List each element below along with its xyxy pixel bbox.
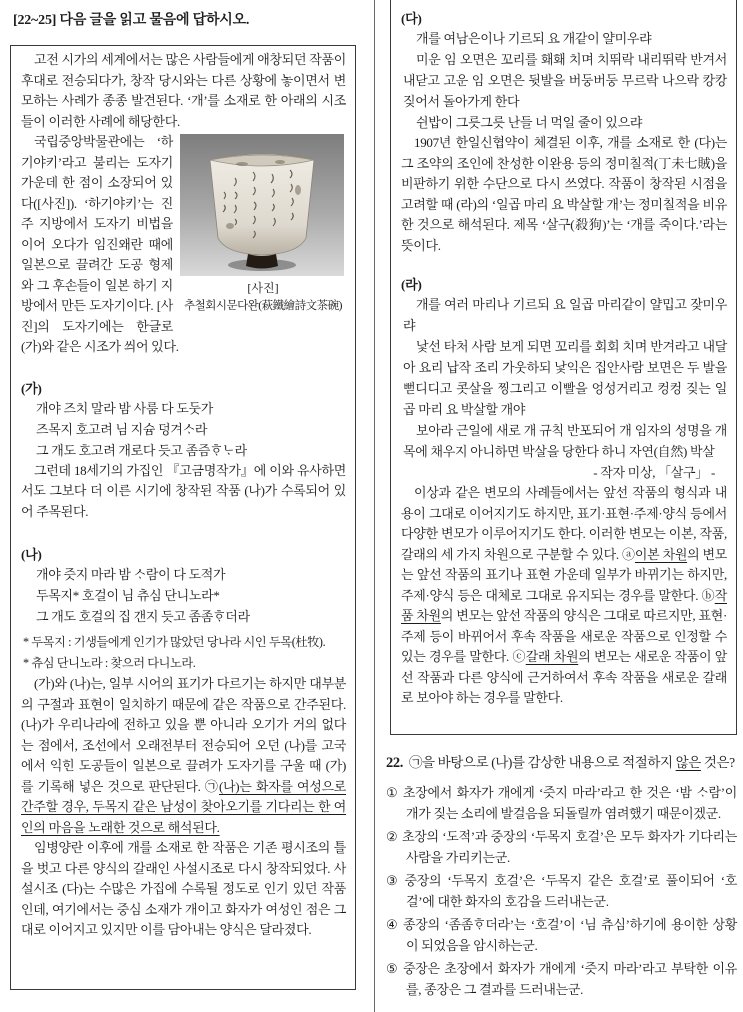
poem-line: 개를 여남은이나 기르되 요 개같이 얄미우랴 xyxy=(416,31,652,46)
circled-mark-a: ⓐ xyxy=(622,546,635,562)
question-22 xyxy=(386,752,737,1000)
poem-line: 낯선 타처 사람 보게 되면 꼬리를 회회 치며 반겨라고 내달아 요리 납작 조리 가웃하되 낯익은 집안사람 보면은 두 발을 뻗디디고 콧살을 찡그리고 이빨을 엉성거리고 컹컹 짖는 일곱 마리 요 박살할 개야 xyxy=(403,339,727,417)
photo-caption-title: 추철회시문다완(萩鐵繪詩文茶碗) xyxy=(184,300,342,312)
bowl-foot xyxy=(246,254,278,269)
circled-mark-giyeok: ㉠ xyxy=(204,778,219,794)
poem-line: 보아라 근일에 새로 개 규칙 반포되어 개 임자의 성명을 개 목에 채우지 아니하면 박살을 당한다 하니 자연(自然) 박살 xyxy=(403,423,727,459)
choice-4 xyxy=(386,915,737,956)
choice-4-number: ④ xyxy=(386,917,400,932)
term-gallae-chawon: 갈래 차원 xyxy=(525,649,579,664)
passage-box-right xyxy=(390,0,737,735)
footnote: * 츄심 단니노라 : 찾으러 다니노라. xyxy=(23,656,196,670)
passage-paragraph-4 xyxy=(21,674,346,838)
choice-list xyxy=(386,783,737,1000)
poem-line: 그 개도 호고려 개로다 듯고 좀즘ᄒᆞᄂᆞ라 xyxy=(36,442,247,458)
choice-3 xyxy=(386,871,737,912)
poem-line: 즈목지 호고려 님 지슘 덩겨ᄉᆞ라 xyxy=(36,421,208,437)
passage-paragraph-2: 국립중앙박물관에는 ‘하기야키’라고 불리는 도자기 가운데 한 점이 소장되어 있다([사진]). ‘하기야키’는 진주 지방에서 도자기 비법을 이어 오다가 임진왜란 때에 일본으로 끌려간 도공 형제와 그 후손들이 일본 하기 지방에서 만든 도자기이다. [사진]의 도자기에는 한글로 (가)와 같은 시조가 씌어 있다. xyxy=(21,134,179,354)
choice-4-text: 종장의 ‘좀좀ᄒᆞ더라’는 ‘호걸’이 ‘님 츄심’하기에 용이한 상황이 되었음을 암시하는군. xyxy=(403,917,737,953)
paragraph-7-s1: 이상과 같은 변모의 사례들에서는 앞선 작품의 형식과 내용이 그대로 이어지기도 하지만, 표기·표현·주제·양식 등에서 다양한 변모가 이루어지기도 한다. 이러한 변모는 이본, 작품, 갈래의 세 가지 차원으로 구분할 수 있다. xyxy=(401,485,727,562)
paragraph-7-s4: 의 변모는 새로운 작품이 앞선 작품과 다른 양식에 근거하여서 후속 작품을 새로운 갈래로 보아야 하는 경우를 말한다. xyxy=(401,649,727,705)
bowl-body xyxy=(210,154,314,255)
passage-paragraph-5: 임병양란 이후에 개를 소재로 한 작품은 기존 평시조의 틀을 벗고 다른 양식의 갈래인 사설시조로 다시 창작되었다. 사설시조 (다)는 수많은 가집에 수록될 정도로 인기 있던 작품인데, 여기에서는 중심 소재가 개이고 화자가 여성인 점은 그대로 이어지고 있지만 이를 담아내는 양식은 달라졌다. xyxy=(21,840,346,937)
term-jakpum-chawon: 작품 차원 xyxy=(401,587,727,623)
choice-1-text: 초장에서 화자가 개에게 ‘즛지 마라’라고 한 것은 ‘밤 ᄉᆞ람’이 개가 짖는 소리에 발걸음을 되돌릴까 염려했기 때문이겠군. xyxy=(402,785,738,821)
choice-1 xyxy=(386,783,737,824)
poem-line: 쉰밥이 그릇그릇 난들 너 먹일 줄이 있으랴 xyxy=(416,115,643,130)
choice-2-text: 초장의 ‘도적’과 중장의 ‘두목지 호걸’은 모두 화자가 기다리는 사람을 가리키는군. xyxy=(401,829,738,865)
section-label-ga: (가) xyxy=(21,380,42,396)
choice-5-text: 중장은 초장에서 화자가 개에게 ‘즛지 마라’라고 부탁한 이유를, 종장은 그 결과를 드러내는군. xyxy=(402,961,737,997)
circled-mark-b: ⓑ xyxy=(701,587,715,603)
poem-na-footnotes xyxy=(23,632,346,674)
passage-paragraph-7 xyxy=(401,483,727,709)
poem-ga xyxy=(23,398,346,461)
term-ibon-chawon: 이본 차원 xyxy=(634,546,688,562)
paragraph-4-lead: (가)와 (나)는, 일부 시어의 표기가 다르기는 하지만 대부분의 구절과 표현이 일치하기 때문에 같은 작품으로 간주된다. (나)가 우리나라에 전하고 있을 뿐 아니라 오기가 거의 없다는 점에서, 조선에서 오래전부터 전승되어 오던 (나)를 고국에서 익힌 도공들이 일본으로 끌려가 도자기를 구울 때 (가)를 기록해 넣은 것으로 판단된다. xyxy=(21,676,346,794)
footnote: * 두목지 : 기생들에게 인기가 많았던 당나라 시인 두목(杜牧). xyxy=(23,635,326,649)
poem-attribution: - 작자 미상, 「살구」 - xyxy=(593,465,715,480)
paragraph-4-underlined: (나)는 화자를 여성으로 간주할 경우, 두목지 같은 남성이 찾아오기를 기다리는 한 여인의 마음을 노래한 것으로 해석된다. xyxy=(21,778,347,835)
poem-line: 미운 임 오면은 꼬리를 홰홰 치며 치뛰락 내리뛰락 반겨서 내닫고 고운 임 오면은 뒷발을 버둥버둥 무르락 나으락 캉캉 짖어서 돌아가게 한다 xyxy=(403,52,727,109)
choice-3-number: ③ xyxy=(386,873,401,888)
circled-mark-c: ⓒ xyxy=(512,649,526,664)
choice-5 xyxy=(386,959,737,1000)
poem-line: 두목지* 호걸이 님 츄심 단니노라* xyxy=(36,588,220,603)
choice-1-number: ① xyxy=(386,785,399,800)
poem-na xyxy=(23,564,346,627)
paragraph-7-s3: 의 변모는 앞선 작품의 양식은 그대로 따르지만, 표현·주제 등이 바뀌어서 후속 작품을 새로운 작품으로 인정할 수 있는 경우를 말한다. xyxy=(401,608,727,664)
passage-paragraph-3: 그런데 18세기의 가집인 『고금명작가』에 이와 유사하면서도 그보다 더 이른 시기에 창작된 작품 (나)가 수록되어 있어 주목된다. xyxy=(21,462,346,519)
passage-box-left xyxy=(10,45,356,990)
passage-paragraph-1: 고전 시가의 세계에서는 많은 사람들에게 애창되던 작품이 후대로 전승되다가, 창작 당시와는 다른 상황에 놓이면서 변모하는 사례가 종종 발견된다. ‘개’를 소재로 한 아래의 시조들이 이러한 사례에 해당한다. xyxy=(21,52,346,129)
paragraph-7-s2: 의 변모는 앞선 작품의 표기나 표현 가운데 일부가 바뀌기는 하지만, 주제·양식 등은 대체로 그대로 유지되는 경우를 말한다. xyxy=(401,546,728,603)
question-number: 22. xyxy=(386,755,403,771)
choice-5-number: ⑤ xyxy=(386,961,399,976)
poem-da xyxy=(403,28,727,133)
poem-line: 그 개도 호걸의 집 갠지 듯고 좀좀ᄒᆞ더라 xyxy=(36,609,250,624)
choice-3-text: 중장의 ‘두목지 호걸’은 ‘두목지 같은 호걸’로 풀이되어 ‘호걸’에 대한 화자의 호감을 드러내는군. xyxy=(404,873,737,909)
passage-paragraph-6: 1907년 한일신협약이 체결된 이후, 개를 소재로 한 (다)는 그 조약의 조인에 찬성한 이완용 등의 정미칠적(丁未七賊)을 비판하기 위한 수단으로 다시 쓰였다. 작품이 창작된 시점을 고려할 때 (라)의 ‘일곱 마리 요 박살할 개’는 정미칠적을 비유한 것으로 해석된다. 제목 ‘살구(殺狗)’는 ‘개를 죽이다.’라는 뜻이다. xyxy=(401,135,727,253)
section-label-da: (다) xyxy=(401,11,422,26)
stem-text-post: 것은? xyxy=(700,755,735,770)
poem-ra xyxy=(403,294,727,483)
column-divider xyxy=(374,0,375,1012)
poem-line: 개야 즈치 말라 밤 사룸 다 도둣가 xyxy=(36,400,214,416)
photo-block xyxy=(180,134,346,315)
stem-text-underlined: 않은 xyxy=(675,755,701,770)
poem-line: 개를 여러 마리나 기르되 요 일곱 마리같이 얄밉고 잦미우랴 xyxy=(403,297,727,333)
choice-2 xyxy=(386,827,737,868)
pottery-photo xyxy=(180,134,344,276)
stem-text-pre: ㉠을 바탕으로 (나)를 감상한 내용으로 적절하지 xyxy=(408,755,676,770)
section-label-ra: (라) xyxy=(401,277,422,292)
question-stem xyxy=(386,752,737,774)
section-label-na: (나) xyxy=(21,547,42,562)
choice-2-number: ② xyxy=(386,829,398,844)
poem-line: 개야 즛지 마라 밤 ᄉᆞ람이 다 도적가 xyxy=(36,567,226,582)
photo-caption-label: [사진] xyxy=(247,281,279,295)
instruction-header: [22~25] 다음 글을 읽고 물음에 답하시오. xyxy=(13,13,250,28)
